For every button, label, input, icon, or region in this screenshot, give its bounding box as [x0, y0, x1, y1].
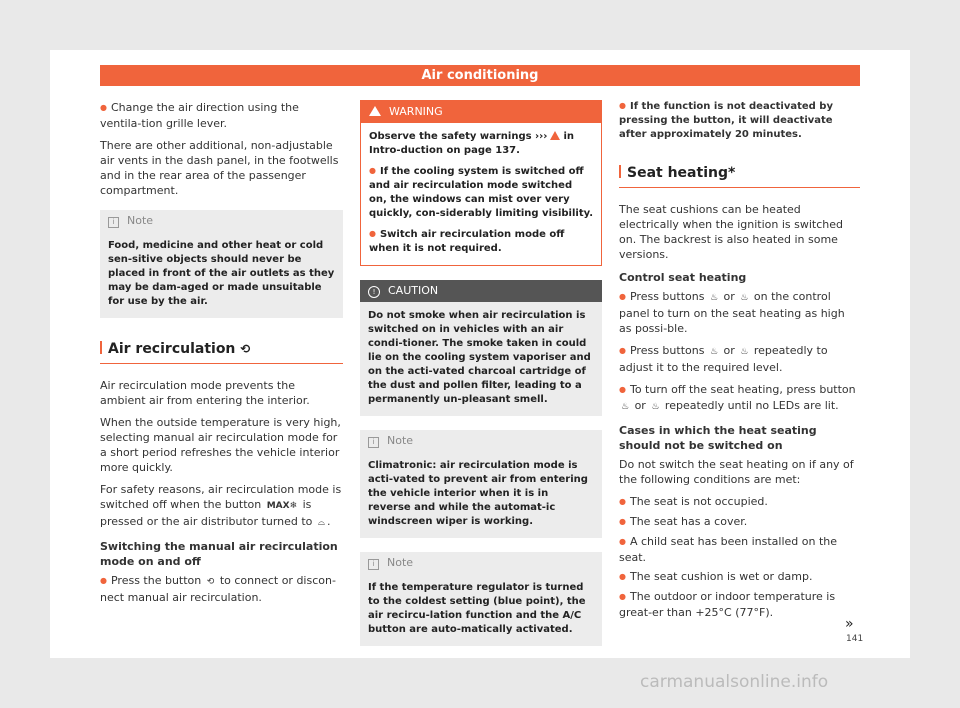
list-item: ● The seat is not occupied. [619, 494, 860, 510]
windscreen-icon: ⌓ [317, 518, 326, 528]
section-title: Seat heating* [619, 164, 860, 188]
column-right [619, 100, 860, 627]
text: or [723, 344, 735, 357]
list-item: ● Switch air recirculation mode off when it is not required. [369, 228, 593, 256]
note-label: Note [387, 556, 414, 569]
note-header [360, 430, 602, 452]
list-item: ● The outdoor or indoor temperature is great-er than +25°C (77°F). [619, 589, 860, 620]
list-item [100, 573, 343, 605]
column-left [100, 100, 343, 612]
text: or [634, 399, 646, 412]
note-box [360, 552, 602, 646]
text: repeatedly until no LEDs are lit. [664, 399, 839, 412]
note-body [360, 574, 602, 646]
watermark: carmanualsonline.info [640, 672, 829, 692]
caution-label: CAUTION [388, 284, 439, 297]
list-item: ● A child seat has been installed on the seat. [619, 534, 860, 565]
list-item [619, 382, 860, 415]
subheading: Control seat heating [619, 271, 747, 284]
text: Observe the safety warnings ››› [369, 131, 548, 142]
caution-header [360, 280, 602, 302]
text: to connect or discon-nect manual air recirculation. [100, 574, 336, 604]
seat-heating-left-icon: ♨ [709, 293, 719, 303]
text: repeatedly to adjust it to the required level. [619, 344, 828, 374]
note-box [100, 210, 343, 318]
text: button are auto-matically activated. [368, 624, 573, 635]
warning-box [360, 100, 602, 266]
list-item: ● The seat has a cover. [619, 514, 860, 530]
column-middle [360, 100, 602, 660]
text: If the temperature regulator is turned to the coldest setting (blue point), the air recircu-lation function and the [368, 582, 586, 621]
caution-body: Do not smoke when air recirculation is switched on in vehicles with an air condi-tioner. The smoke taken in could lie on the cooling system vaporiser and on the acti-vated charcoal cartridge of the dust and pollen filter, leading to a permanently un-pleasant smell. [368, 310, 591, 405]
note-header [360, 552, 602, 574]
section-title [100, 340, 343, 364]
seat-heating-right-icon: ♨ [740, 347, 749, 357]
text: on the control panel to turn on the seat heating as high as possi-ble. [619, 290, 845, 335]
paragraph [100, 482, 343, 531]
warning-body [361, 123, 601, 265]
seat-heating-left-icon: ♨ [621, 402, 630, 412]
paragraph: There are other additional, non-adjustable air vents in the dash panel, in the footwells and in the rear area of the passenger compartment. [100, 139, 339, 197]
seat-heating-right-icon: ♨ [740, 293, 749, 303]
text: To turn off the seat heating, press button [629, 383, 856, 396]
list-item: ● If the function is not deactivated by pressing the button, it will deactivate after approximately 20 minutes. [619, 100, 860, 142]
info-icon: i [368, 559, 379, 570]
section-title-text: Air recirculation [108, 341, 236, 357]
list-item [619, 343, 860, 375]
paragraph: The seat cushions can be heated electrically when the ignition is switched on. The backrest is also heated in some versions. [619, 203, 843, 261]
warning-triangle-icon [550, 131, 560, 140]
caution-box [360, 280, 602, 416]
note-body: Food, medicine and other heat or cold sen-sitive objects should never be placed in front of the air outlets as they may be dam-aged or made unsuitable for use by the air. [108, 240, 335, 307]
subheading: Cases in which the heat seating should not be switched on [619, 424, 817, 452]
chapter-header: Air conditioning [100, 65, 860, 86]
paragraph: Do not switch the seat heating on if any of the following conditions are met: [619, 458, 854, 486]
caution-icon: ! [368, 286, 380, 298]
subheading: Switching the manual air recirculation mode on and off [100, 540, 338, 568]
text: Press the button [110, 574, 202, 587]
warning-header [361, 101, 601, 123]
info-icon: i [108, 217, 119, 228]
max-defrost-icon: MAX❄ [266, 501, 298, 511]
list-item: ● If the cooling system is switched off and air recirculation mode switched on, the windows can mist over very quickly, con-siderably limiting visibility. [369, 165, 593, 221]
text: is pressed or the air distributor turned to [100, 498, 313, 528]
text: or [723, 290, 735, 303]
list-item: ● Change the air direction using the ventila-tion grille lever. [100, 100, 343, 131]
text: Press buttons [629, 344, 705, 357]
note-header [100, 210, 343, 232]
ac-button-icon: A/C [562, 610, 582, 621]
seat-heating-right-icon: ♨ [651, 402, 660, 412]
page-number: 141 [846, 634, 864, 644]
recirculation-icon: ⟲ [206, 577, 215, 587]
list-item: ● The seat cushion is wet or damp. [619, 569, 860, 585]
max-label: MAX [266, 501, 290, 511]
list-item [619, 289, 860, 336]
warning-label: WARNING [389, 105, 443, 118]
note-label: Note [387, 434, 414, 447]
info-icon: i [368, 437, 379, 448]
continue-arrow-icon: » [845, 616, 854, 632]
note-label: Note [127, 214, 154, 227]
text: Press buttons [629, 290, 705, 303]
note-body: Climatronic: air recirculation mode is acti-vated to prevent air from entering the vehicle interior when it is in reverse and while the automat-ic windscreen wiper is working. [368, 460, 588, 527]
note-box [360, 430, 602, 538]
warning-triangle-icon [369, 106, 381, 116]
seat-heating-left-icon: ♨ [709, 347, 719, 357]
text: For safety reasons, air recirculation mode is switched off when the button [100, 483, 342, 511]
paragraph: Air recirculation mode prevents the ambient air from entering the interior. [100, 379, 310, 407]
recirculation-icon: ⟲ [240, 342, 251, 356]
text: . [327, 515, 331, 528]
paragraph: When the outside temperature is very high, selecting manual air recirculation mode for a short period refreshes the vehicle interior more quickly. [100, 416, 341, 474]
text: in Intro-duction on page 137. [369, 131, 574, 156]
